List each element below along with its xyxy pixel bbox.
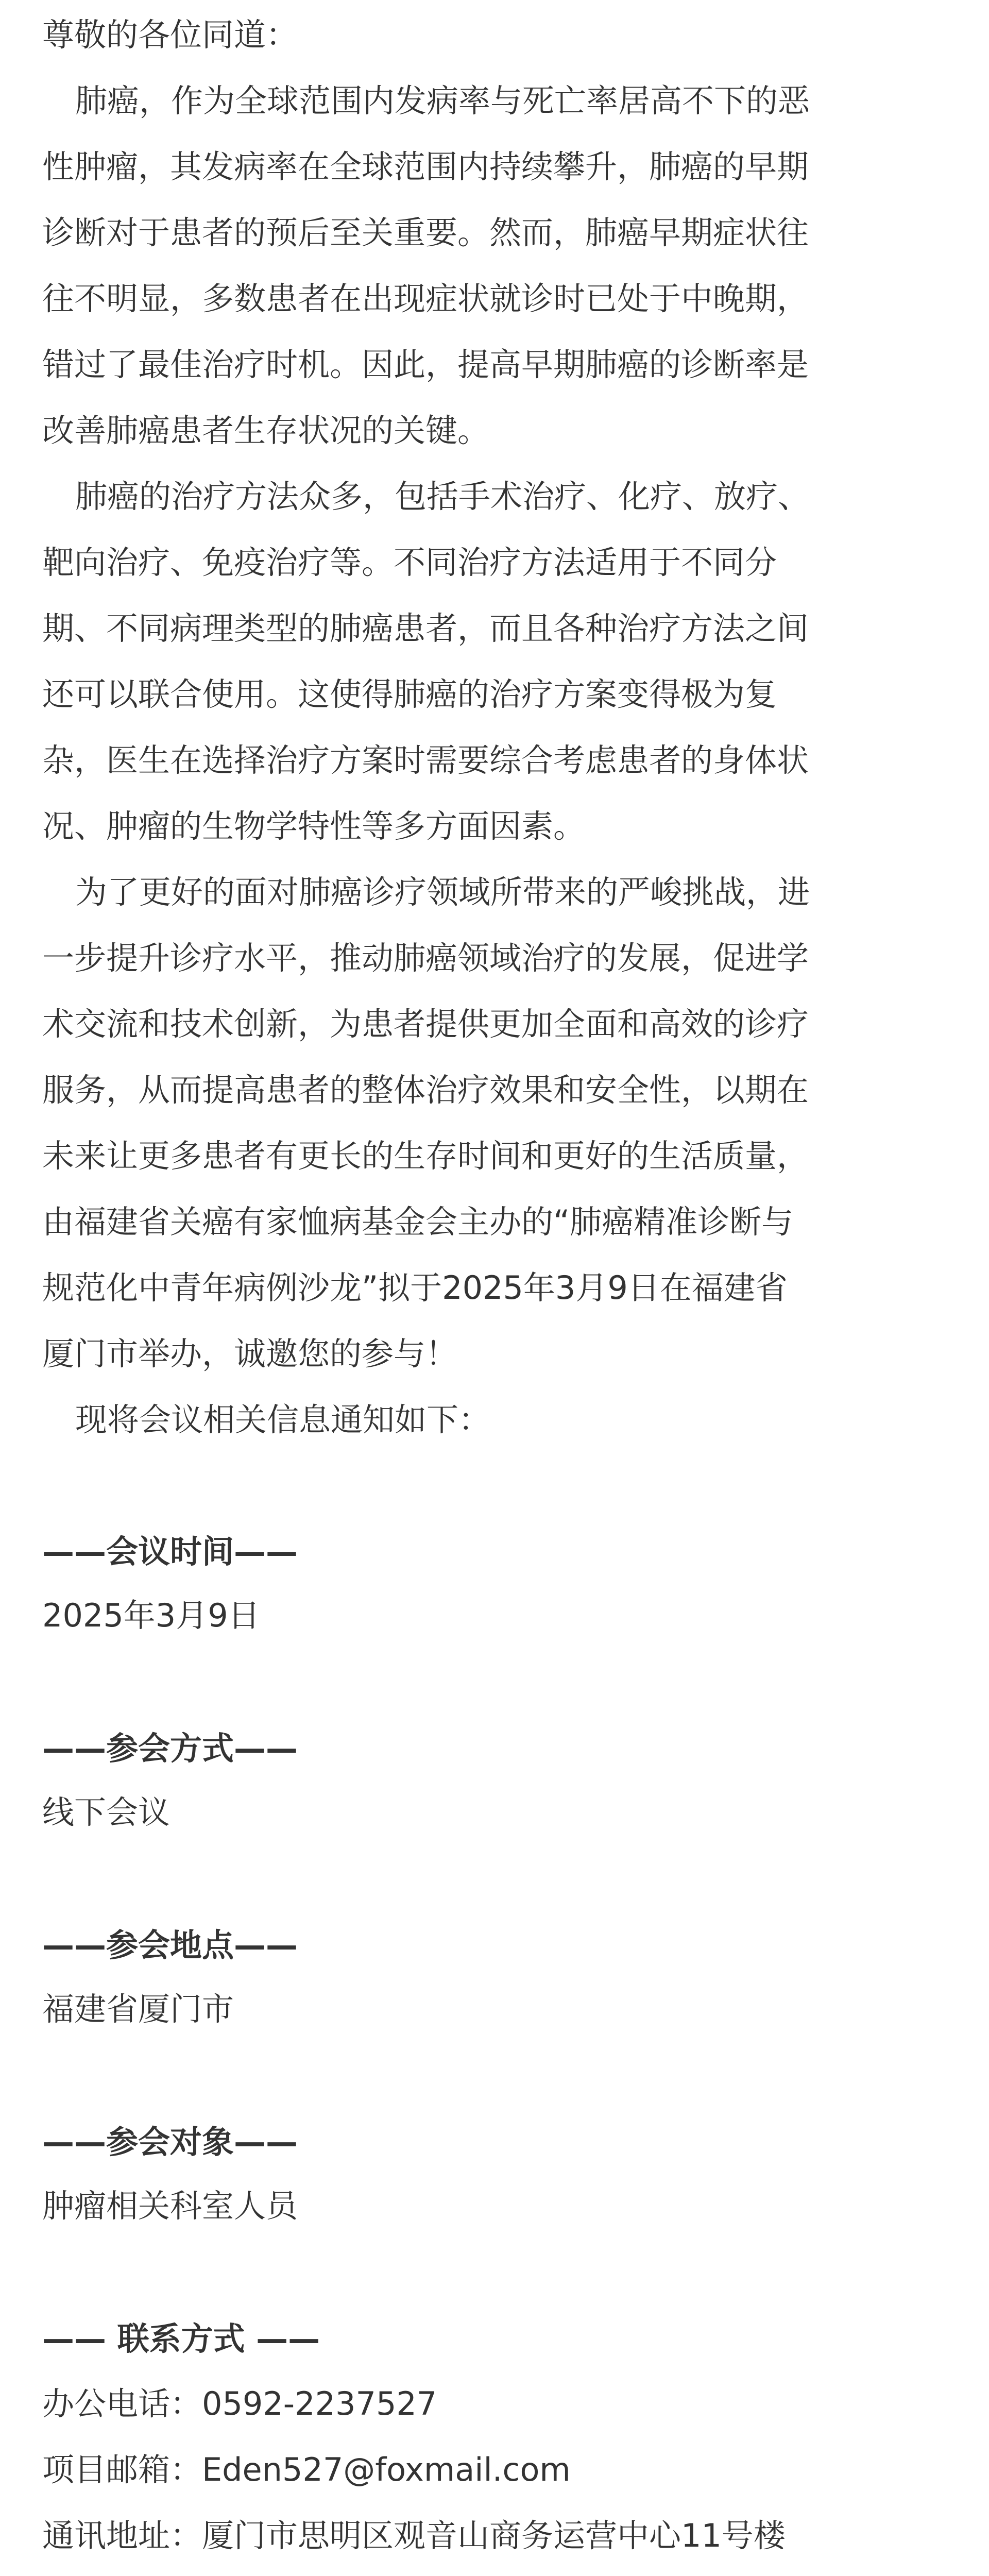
paragraph-line: 厦门市举办，诚邀您的参与！ bbox=[42, 1335, 458, 1372]
contact-address-continued bbox=[42, 2569, 949, 2576]
paragraph-line: 期、不同病理类型的肺癌患者，而且各种治疗方法之间 bbox=[42, 609, 809, 647]
section-heading: ——参会对象—— bbox=[42, 2123, 298, 2161]
section-contact bbox=[42, 2307, 949, 2576]
paragraph-invitation bbox=[42, 859, 949, 1387]
section-heading: ——参会方式—— bbox=[42, 1730, 298, 1767]
paragraph-line: 性肿瘤，其发病率在全球范围内持续攀升，肺癌的早期 bbox=[42, 148, 809, 185]
notice-document bbox=[42, 0, 949, 2576]
contact-heading: —— 联系方式 —— bbox=[42, 2320, 320, 2358]
section-attendees bbox=[42, 2110, 949, 2238]
contact-address: 通讯地址：厦门市思明区观音山商务运营中心11号楼 bbox=[42, 2517, 786, 2554]
paragraph-line: 规范化中青年病例沙龙”拟于2025年3月9日在福建省 bbox=[42, 1269, 788, 1307]
paragraph-line: 肺癌的治疗方法众多，包括手术治疗、化疗、放疗、 bbox=[75, 478, 810, 515]
contact-phone: 办公电话：0592-2237527 bbox=[42, 2385, 437, 2422]
section-value: 2025年3月9日 bbox=[42, 1597, 260, 1634]
contact-email: 项目邮箱：Eden527@foxmail.com bbox=[42, 2451, 571, 2488]
section-meeting-format bbox=[42, 1717, 949, 1844]
paragraph-line: 杂，医生在选择治疗方案时需要综合考虑患者的身体状 bbox=[42, 741, 809, 779]
paragraph-line: 错过了最佳治疗时机。因此，提高早期肺癌的诊断率是 bbox=[42, 346, 809, 383]
section-value: 线下会议 bbox=[42, 1793, 170, 1831]
paragraph-line: 肺癌，作为全球范围内发病率与死亡率居高不下的恶 bbox=[75, 82, 810, 120]
paragraph-line: 一步提升诊疗水平，推动肺癌领域治疗的发展，促进学 bbox=[42, 939, 809, 977]
paragraph-treatment bbox=[42, 464, 949, 859]
section-value: 福建省厦门市 bbox=[42, 1990, 234, 2028]
section-value: 肿瘤相关科室人员 bbox=[42, 2187, 298, 2225]
paragraph-line: 靶向治疗、免疫治疗等。不同治疗方法适用于不同分 bbox=[42, 544, 777, 581]
paragraph-line: 改善肺癌患者生存状况的关键。 bbox=[42, 412, 490, 449]
paragraph-line: 况、肿瘤的生物学特性等多方面因素。 bbox=[42, 807, 586, 845]
section-meeting-time bbox=[42, 1520, 949, 1648]
greeting: 尊敬的各位同道： bbox=[42, 16, 298, 54]
paragraph-notice bbox=[42, 1387, 949, 1453]
paragraph-line: 未来让更多患者有更长的生存时间和更好的生活质量， bbox=[42, 1137, 809, 1175]
paragraph-line: 还可以联合使用。这使得肺癌的治疗方案变得极为复 bbox=[42, 675, 777, 713]
section-meeting-location bbox=[42, 1913, 949, 2041]
section-heading: ——参会地点—— bbox=[42, 1926, 298, 1964]
paragraph-line: 现将会议相关信息通知如下： bbox=[75, 1401, 491, 1438]
paragraph-line: 由福建省关癌有家恤病基金会主办的“肺癌精准诊断与 bbox=[42, 1203, 794, 1241]
paragraph-line: 往不明显，多数患者在出现症状就诊时已处于中晚期， bbox=[42, 280, 809, 317]
paragraph-line: 服务，从而提高患者的整体治疗效果和安全性，以期在 bbox=[42, 1071, 809, 1109]
paragraph-intro bbox=[42, 68, 949, 464]
paragraph-line: 为了更好的面对肺癌诊疗领域所带来的严峻挑战，进 bbox=[75, 873, 810, 911]
paragraph-line: 术交流和技术创新，为患者提供更加全面和高效的诊疗 bbox=[42, 1005, 809, 1043]
section-heading: ——会议时间—— bbox=[42, 1533, 298, 1570]
paragraph-line: 诊断对于患者的预后至关重要。然而，肺癌早期症状往 bbox=[42, 214, 809, 251]
